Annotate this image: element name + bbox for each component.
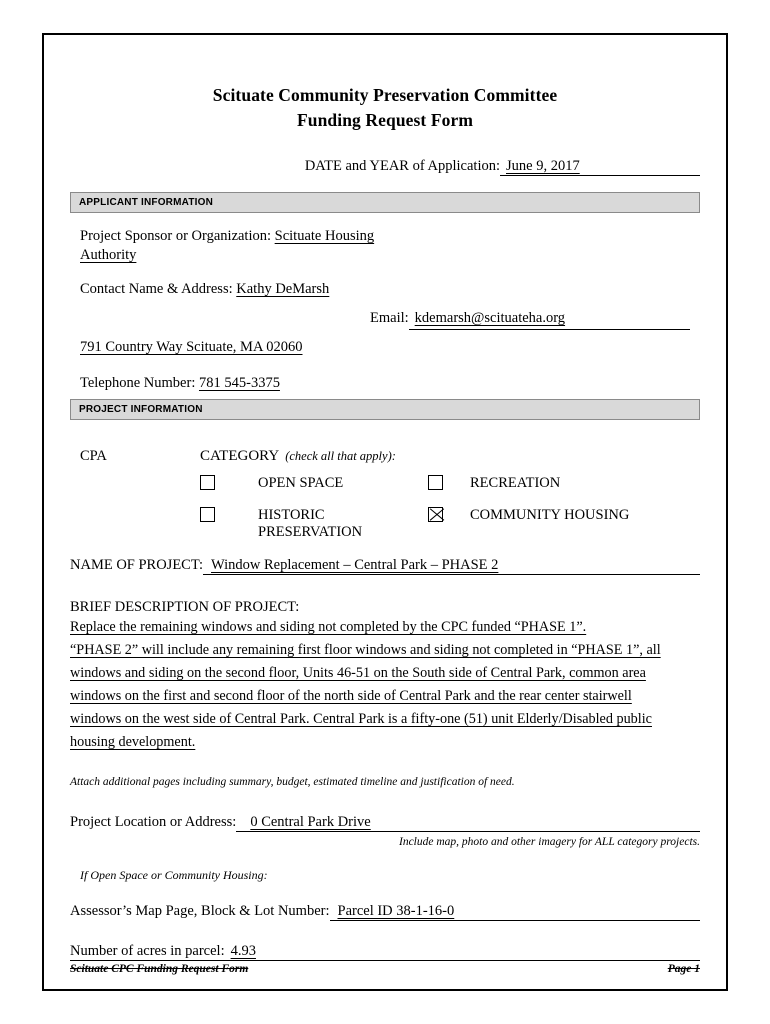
telephone-value[interactable]: 781 545-3375	[198, 374, 280, 391]
application-date-label: DATE and YEAR of Application:	[304, 157, 500, 174]
telephone-label: Telephone Number:	[80, 374, 196, 391]
email-label: Email:	[370, 310, 409, 327]
project-name-value[interactable]: Window Replacement – Central Park – PHASE 2	[203, 557, 700, 575]
title-line-1: Scituate Community Preservation Committee	[212, 85, 558, 105]
email-value[interactable]: kdemarsh@scituateha.org	[409, 309, 690, 330]
email-field	[80, 309, 690, 330]
category-hint: (check all that apply):	[285, 449, 396, 464]
applicant-information-header: APPLICANT INFORMATION	[70, 192, 700, 213]
footer-left: Scituate CPC Funding Request Form	[70, 963, 249, 975]
description-line: windows on the first and second floor of the north side of Central Park and the rear center stairwell	[70, 688, 632, 705]
assessor-map-value[interactable]: Parcel ID 38-1-16-0	[330, 903, 701, 921]
category-checkbox-grid	[80, 475, 690, 541]
cpa-label: CPA	[80, 448, 107, 465]
acres-row	[70, 943, 700, 961]
project-name-label: NAME OF PROJECT:	[70, 557, 204, 574]
label-historic-line2: PRESERVATION	[258, 524, 363, 541]
brief-description-label: BRIEF DESCRIPTION OF PROJECT:	[70, 599, 300, 616]
sponsor-label: Project Sponsor or Organization:	[80, 227, 272, 244]
project-name-row	[70, 557, 700, 575]
checkbox-open-space[interactable]	[200, 475, 215, 490]
address-field	[80, 338, 690, 358]
checkbox-open-space-cell	[200, 475, 228, 495]
project-information-header: PROJECT INFORMATION	[70, 399, 700, 420]
checkbox-community-housing[interactable]	[428, 507, 443, 522]
telephone-field	[80, 374, 690, 394]
application-date-value[interactable]: June 9, 2017	[500, 158, 700, 176]
label-open-space: OPEN SPACE	[258, 475, 344, 492]
acres-label: Number of acres in parcel:	[70, 943, 225, 960]
checkbox-historic-cell	[200, 507, 228, 527]
sponsor-value[interactable]: Scituate Housing	[274, 227, 375, 244]
label-historic-preservation	[228, 507, 428, 541]
page-footer	[70, 960, 700, 975]
attach-additional-pages-note: Attach additional pages including summary, budget, estimated timeline and justification of need.	[70, 776, 515, 789]
assessor-map-label: Assessor’s Map Page, Block & Lot Number:	[70, 903, 330, 920]
contact-label: Contact Name & Address:	[80, 280, 233, 297]
application-date-row	[70, 158, 700, 176]
project-description[interactable]	[70, 616, 700, 754]
contact-field	[80, 280, 690, 300]
acres-value[interactable]: 4.93	[225, 943, 700, 961]
address-value[interactable]: 791 Country Way Scituate, MA 02060	[80, 339, 303, 355]
contact-value[interactable]: Kathy DeMarsh	[236, 280, 330, 297]
page-title	[70, 83, 700, 134]
checkbox-historic-preservation[interactable]	[200, 507, 215, 522]
project-location-label: Project Location or Address:	[70, 814, 237, 831]
cpa-category-block	[70, 448, 700, 541]
description-line: windows and siding on the second floor, Units 46-51 on the South side of Central Park, common area	[70, 665, 646, 682]
checkbox-community-housing-cell	[428, 507, 456, 527]
project-location-row	[70, 814, 700, 832]
label-recreation: RECREATION	[470, 475, 561, 492]
project-location-value[interactable]: 0 Central Park Drive	[236, 814, 700, 832]
if-open-space-note: If Open Space or Community Housing:	[80, 868, 268, 883]
form-page	[42, 33, 728, 991]
cpa-category-heading-row	[80, 448, 690, 465]
description-line: windows on the west side of Central Park. Central Park is a fifty-one (51) unit Elderly/Disabled public	[70, 711, 652, 728]
include-imagery-note: Include map, photo and other imagery for ALL category projects.	[399, 836, 700, 849]
checkbox-recreation-cell	[428, 475, 456, 495]
description-line: Replace the remaining windows and siding not completed by the CPC funded “PHASE 1”.	[70, 619, 587, 636]
sponsor-value-cont[interactable]: Authority	[80, 247, 137, 264]
label-historic-line1: HISTORIC	[258, 507, 325, 524]
title-line-2: Funding Request Form	[296, 110, 474, 131]
footer-page-number: Page 1	[667, 963, 700, 975]
applicant-information-block	[70, 227, 700, 393]
category-label: CATEGORY	[200, 448, 280, 465]
checkbox-recreation[interactable]	[428, 475, 443, 490]
sponsor-field	[80, 227, 690, 266]
description-line: housing development.	[70, 734, 196, 751]
description-line: “PHASE 2” will include any remaining first floor windows and siding not completed in “PHASE 1”, all	[70, 642, 661, 659]
assessor-map-row	[70, 903, 700, 921]
label-community-housing: COMMUNITY HOUSING	[470, 507, 630, 524]
